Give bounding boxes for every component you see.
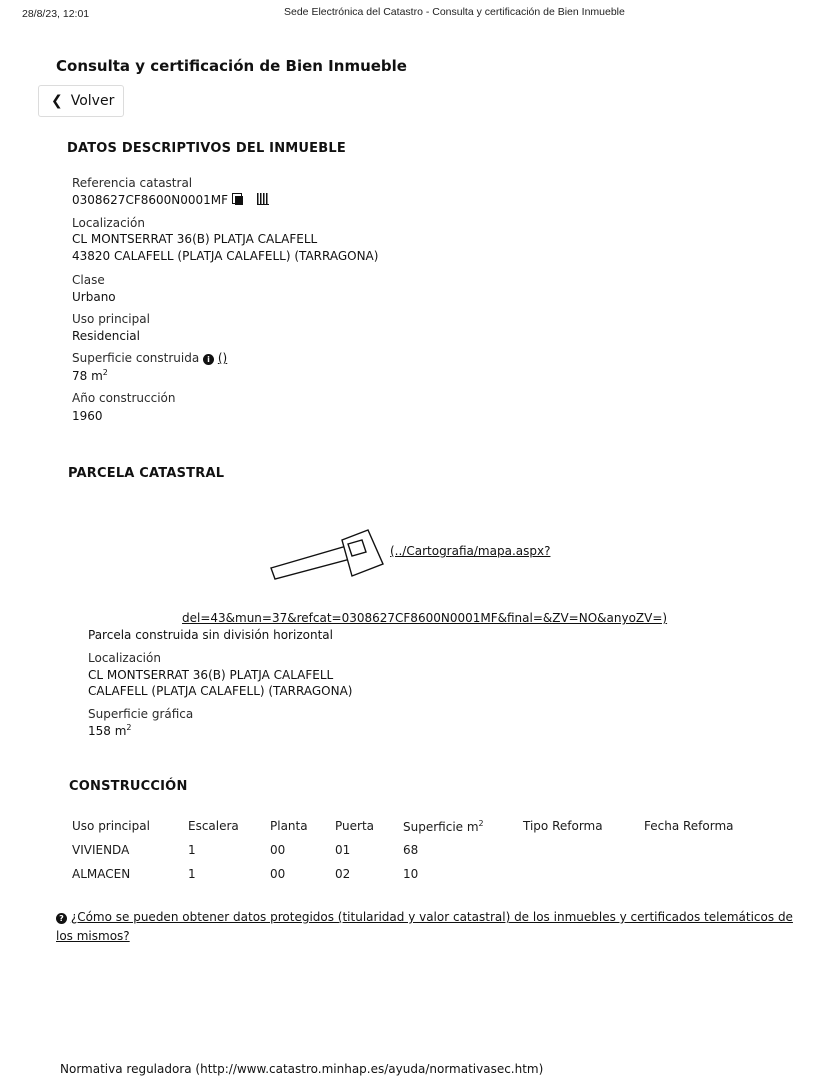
parcela-loc-label: Localización bbox=[88, 651, 161, 665]
table-cell: 10 bbox=[403, 867, 419, 881]
parcela-tipo: Parcela construida sin división horizontal bbox=[88, 628, 333, 642]
print-datetime: 28/8/23, 12:01 bbox=[22, 8, 90, 20]
construccion-table bbox=[72, 814, 744, 886]
protected-data-link-line2[interactable]: los mismos? bbox=[56, 929, 130, 943]
uso-value: Residencial bbox=[72, 329, 140, 343]
loc-label: Localización bbox=[72, 216, 145, 230]
superscript-2: 2 bbox=[102, 368, 108, 377]
map-link-text-1[interactable]: (../Cartografia/mapa.aspx? bbox=[390, 544, 551, 558]
clase-value: Urbano bbox=[72, 290, 116, 304]
parcela-loc-line-1: CL MONTSERRAT 36(B) PLATJA CALAFELL bbox=[88, 668, 334, 682]
col-header: Puerta bbox=[335, 819, 375, 833]
info-icon[interactable]: i bbox=[203, 354, 214, 365]
parcela-heading: PARCELA CATASTRAL bbox=[68, 466, 225, 481]
table-cell: 02 bbox=[335, 867, 351, 881]
parcela-sup-label: Superficie gráfica bbox=[88, 707, 194, 721]
map-link-part1[interactable] bbox=[390, 544, 550, 558]
back-button-label: Volver bbox=[70, 93, 115, 109]
parcela-sup-value-row bbox=[88, 723, 132, 738]
sup-construida-label: Superficie construida bbox=[72, 351, 200, 365]
table-row bbox=[72, 838, 744, 862]
parcel-map-thumbnail[interactable] bbox=[268, 522, 390, 582]
parcela-sup-value: 158 m bbox=[88, 724, 127, 738]
table-cell: 01 bbox=[335, 843, 351, 857]
superscript-2: 2 bbox=[126, 723, 132, 732]
uso-label: Uso principal bbox=[72, 312, 150, 326]
parcela-loc-line-2: CALAFELL (PLATJA CALAFELL) (TARRAGONA) bbox=[88, 684, 353, 698]
print-page-title: Sede Electrónica del Catastro - Consulta y certificación de Bien Inmueble bbox=[284, 6, 625, 18]
chevron-left-icon: ❮ bbox=[51, 93, 63, 109]
col-header: Uso principal bbox=[72, 819, 150, 833]
protected-data-link-line2-row[interactable] bbox=[56, 929, 130, 943]
col-header: Fecha Reforma bbox=[644, 819, 734, 833]
anyo-value: 1960 bbox=[72, 409, 103, 423]
normativa-link[interactable]: Normativa reguladora (http://www.catastro.minhap.es/ayuda/normativasec.htm) bbox=[60, 1062, 544, 1076]
sup-construida-value: 78 m bbox=[72, 369, 103, 383]
table-cell bbox=[644, 862, 744, 886]
superscript-2: 2 bbox=[478, 818, 484, 828]
col-header: Tipo Reforma bbox=[523, 819, 603, 833]
datos-heading: DATOS DESCRIPTIVOS DEL INMUEBLE bbox=[67, 141, 346, 156]
table-header-row bbox=[72, 814, 744, 838]
table-cell: 00 bbox=[270, 867, 286, 881]
page-title: Consulta y certificación de Bien Inmueble bbox=[56, 57, 407, 75]
table-cell: 68 bbox=[403, 843, 419, 857]
copy-icon[interactable] bbox=[232, 193, 243, 205]
col-header: Planta bbox=[270, 819, 308, 833]
table-cell: VIVIENDA bbox=[72, 843, 130, 857]
map-link-part2[interactable] bbox=[182, 611, 667, 625]
table-cell: 00 bbox=[270, 843, 286, 857]
ref-label: Referencia catastral bbox=[72, 176, 193, 190]
table-row bbox=[72, 862, 744, 886]
col-header-superficie bbox=[403, 814, 523, 838]
ref-value: 0308627CF8600N0001MF bbox=[72, 193, 229, 207]
map-link-text-2[interactable]: del=43&mun=37&refcat=0308627CF8600N0001MF&final=&ZV=NO&anyoZV=) bbox=[182, 611, 668, 625]
table-cell: 1 bbox=[188, 867, 196, 881]
loc-line-2: 43820 CALAFELL (PLATJA CALAFELL) (TARRAGONA) bbox=[72, 249, 379, 263]
col-header: Superficie m bbox=[403, 819, 479, 834]
table-cell: ALMACEN bbox=[72, 867, 131, 881]
back-button[interactable] bbox=[38, 85, 124, 117]
sup-construida-row bbox=[72, 351, 227, 365]
table-cell bbox=[523, 838, 644, 862]
barcode-icon[interactable] bbox=[257, 193, 269, 205]
ref-value-row bbox=[72, 193, 269, 207]
sup-construida-link[interactable]: () bbox=[217, 351, 228, 365]
protected-data-link-row[interactable] bbox=[56, 910, 793, 924]
col-header: Escalera bbox=[188, 819, 239, 833]
loc-line-1: CL MONTSERRAT 36(B) PLATJA CALAFELL bbox=[72, 232, 318, 246]
clase-label: Clase bbox=[72, 273, 105, 287]
table-cell bbox=[644, 838, 744, 862]
anyo-label: Año construcción bbox=[72, 391, 176, 405]
sup-construida-value-row bbox=[72, 368, 108, 383]
table-cell: 1 bbox=[188, 843, 196, 857]
table-cell bbox=[523, 862, 644, 886]
construccion-heading: CONSTRUCCIÓN bbox=[69, 779, 188, 794]
protected-data-link-line1[interactable]: ¿Cómo se pueden obtener datos protegidos (titularidad y valor catastral) de los inmuebles y certificados telemáticos de bbox=[70, 910, 793, 924]
question-icon: ? bbox=[56, 913, 67, 924]
